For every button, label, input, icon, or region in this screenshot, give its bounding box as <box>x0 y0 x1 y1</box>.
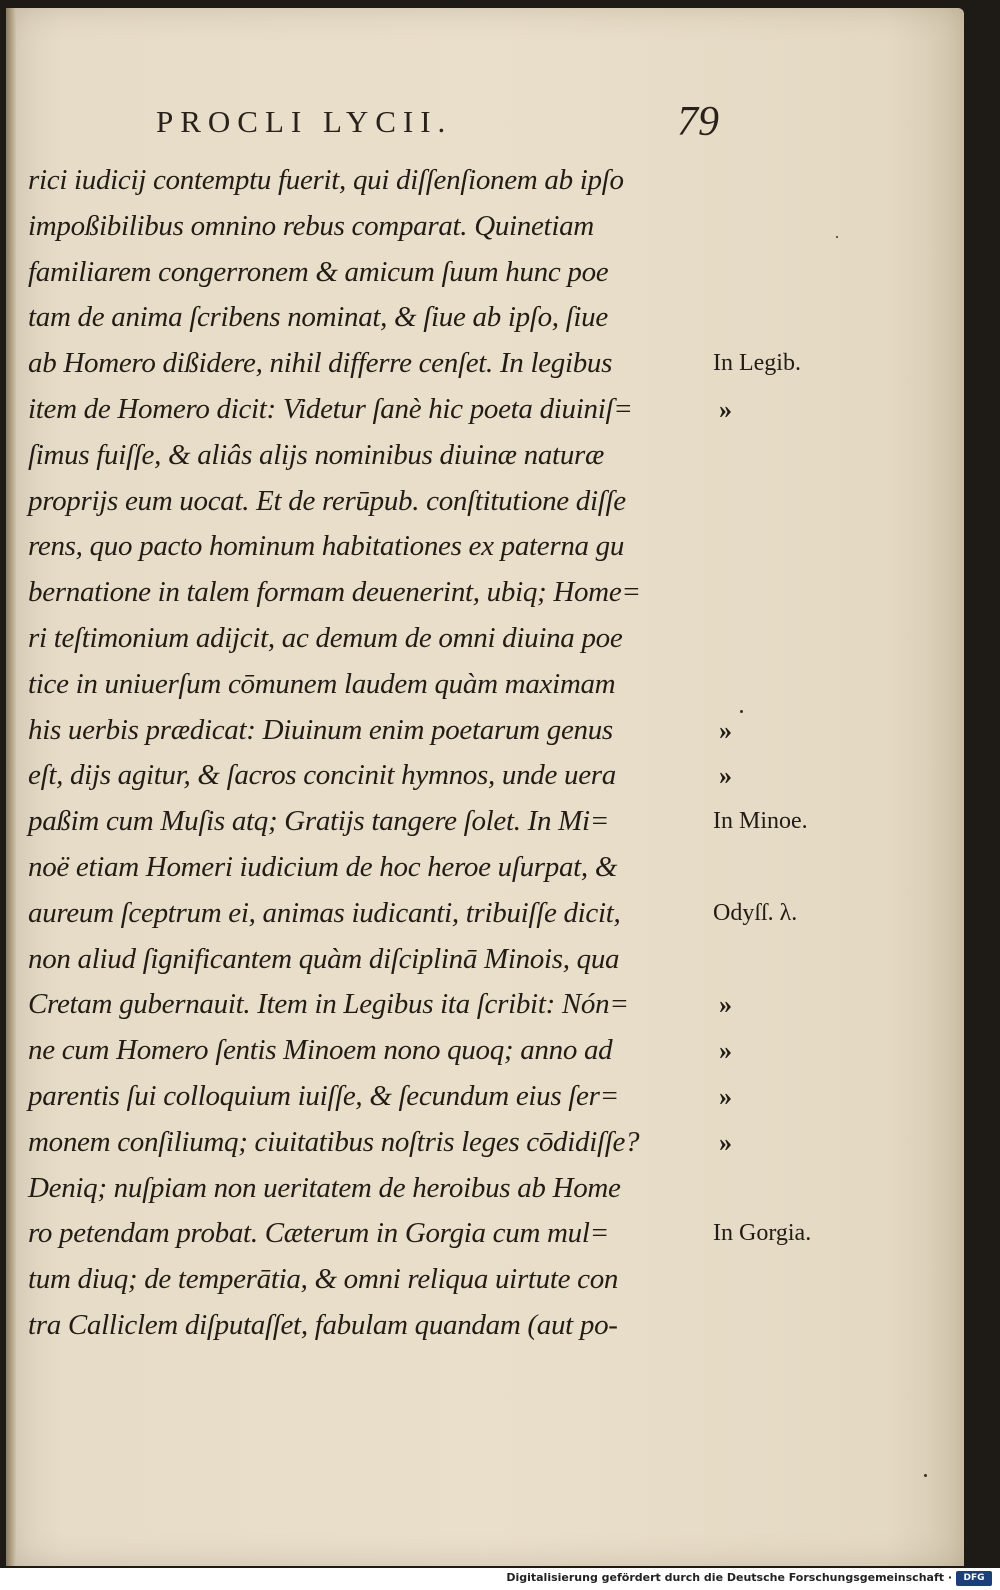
text-line: noë etiam Homeri iudicium de hoc heroe uſurpat, & <box>28 850 618 883</box>
margin-note <box>713 570 853 616</box>
digitization-footer <box>0 1568 1000 1590</box>
quote-mark: » <box>719 394 732 424</box>
margin-note <box>713 1257 853 1303</box>
text-line: tam de anima ſcribens nominat, & ſiue ab ipſo, ſiue <box>28 301 608 334</box>
margin-note <box>713 845 853 891</box>
text-line: eſt, dijs agitur, & ſacros concinit hymnos, unde uera <box>28 759 616 792</box>
margin-note <box>713 616 853 662</box>
funding-credit: Digitalisierung gefördert durch die Deutsche Forschungsgemeinschaft · <box>506 1571 952 1584</box>
ink-speck <box>836 236 838 238</box>
quote-mark: » <box>719 1081 732 1111</box>
text-line: non aliud ſignificantem quàm diſciplinā Minois, qua <box>28 942 620 975</box>
text-line: aureum ſceptrum ei, animas iudicanti, tribuiſſe dicit, <box>28 896 621 929</box>
text-line: Deniq; nuſpiam non ueritatem de heroibus ab Home <box>28 1171 621 1204</box>
text-line: Cretam gubernauit. Item in Legibus ita ſcribit: Nón= <box>28 988 629 1021</box>
text-line: ne cum Homero ſentis Minoem nono quoq; anno ad <box>28 1034 613 1067</box>
margin-note-in-gorgia: In Gorgia. <box>713 1220 812 1247</box>
text-line: impoßibilibus omnino rebus comparat. Quinetiam <box>28 209 594 242</box>
margin-note <box>713 204 853 250</box>
margin-note <box>713 937 853 983</box>
marginalia-column <box>713 158 853 1349</box>
quote-mark: » <box>719 990 732 1020</box>
margin-note <box>713 1166 853 1212</box>
running-head: PROCLI LYCII. <box>156 104 453 139</box>
dfg-logo-icon: DFG <box>956 1571 992 1586</box>
text-line: tice in uniuerſum cōmunem laudem quàm maximam <box>28 667 616 700</box>
quote-mark: » <box>719 1127 732 1157</box>
margin-note <box>713 433 853 479</box>
ink-speck <box>740 710 743 713</box>
quote-mark: » <box>719 761 732 791</box>
page-gutter-shadow <box>6 8 16 1566</box>
text-line: item de Homero dicit: Videtur ſanè hic poeta diuiniſ= <box>28 392 633 425</box>
margin-note <box>713 479 853 525</box>
text-line: tum diuq; de temperātia, & omni reliqua uirtute con <box>28 1263 619 1296</box>
text-line: parentis ſui colloquium iuiſſe, & ſecundum eius ſer= <box>28 1079 619 1112</box>
quote-mark: » <box>719 715 732 745</box>
margin-note-in-minoe: In Minoe. <box>713 808 808 835</box>
text-line: ri teſtimonium adijcit, ac demum de omni diuina poe <box>28 621 623 654</box>
text-line: ab Homero dißidere, nihil differre cenſet. In legibus <box>28 347 613 380</box>
text-line: rici iudicij contemptu fuerit, qui diſſenſionem ab ipſo <box>28 164 624 196</box>
ink-speck <box>924 1474 927 1477</box>
margin-note <box>713 158 853 204</box>
text-line: his uerbis prædicat: Diuinum enim poetarum genus <box>28 713 613 746</box>
text-line: familiarem congerronem & amicum ſuum hunc poe <box>28 255 609 288</box>
margin-note <box>713 524 853 570</box>
margin-note-odyss: Odyſſ. λ. <box>713 899 798 926</box>
text-line: rens, quo pacto hominum habitationes ex paterna gu <box>28 530 625 563</box>
margin-note-in-legib: In Legib. <box>713 350 801 377</box>
margin-note <box>713 1303 853 1349</box>
text-line: monem conſiliumq; ciuitatibus noſtris leges cōdidiſſe? <box>28 1125 640 1158</box>
margin-note <box>713 295 853 341</box>
margin-note <box>713 250 853 296</box>
text-line: paßim cum Muſis atq; Gratijs tangere ſolet. In Mi= <box>28 805 610 838</box>
text-line: proprijs eum uocat. Et de rerūpub. conſtitutione diſſe <box>28 484 626 517</box>
page-header <box>0 99 1000 154</box>
page-number: 79 <box>677 99 719 145</box>
text-line: ro petendam probat. Cæterum in Gorgia cum mul= <box>28 1217 609 1250</box>
margin-note <box>713 662 853 708</box>
text-line: bernatione in talem formam deuenerint, ubiq; Home= <box>28 576 641 609</box>
text-line: tra Calliclem diſputaſſet, fabulam quandam (aut po- <box>28 1308 618 1341</box>
quote-mark: » <box>719 1036 732 1066</box>
text-line: ſimus fuiſſe, & aliâs alijs nominibus diuinæ naturæ <box>28 438 605 471</box>
body-text <box>28 158 718 1349</box>
